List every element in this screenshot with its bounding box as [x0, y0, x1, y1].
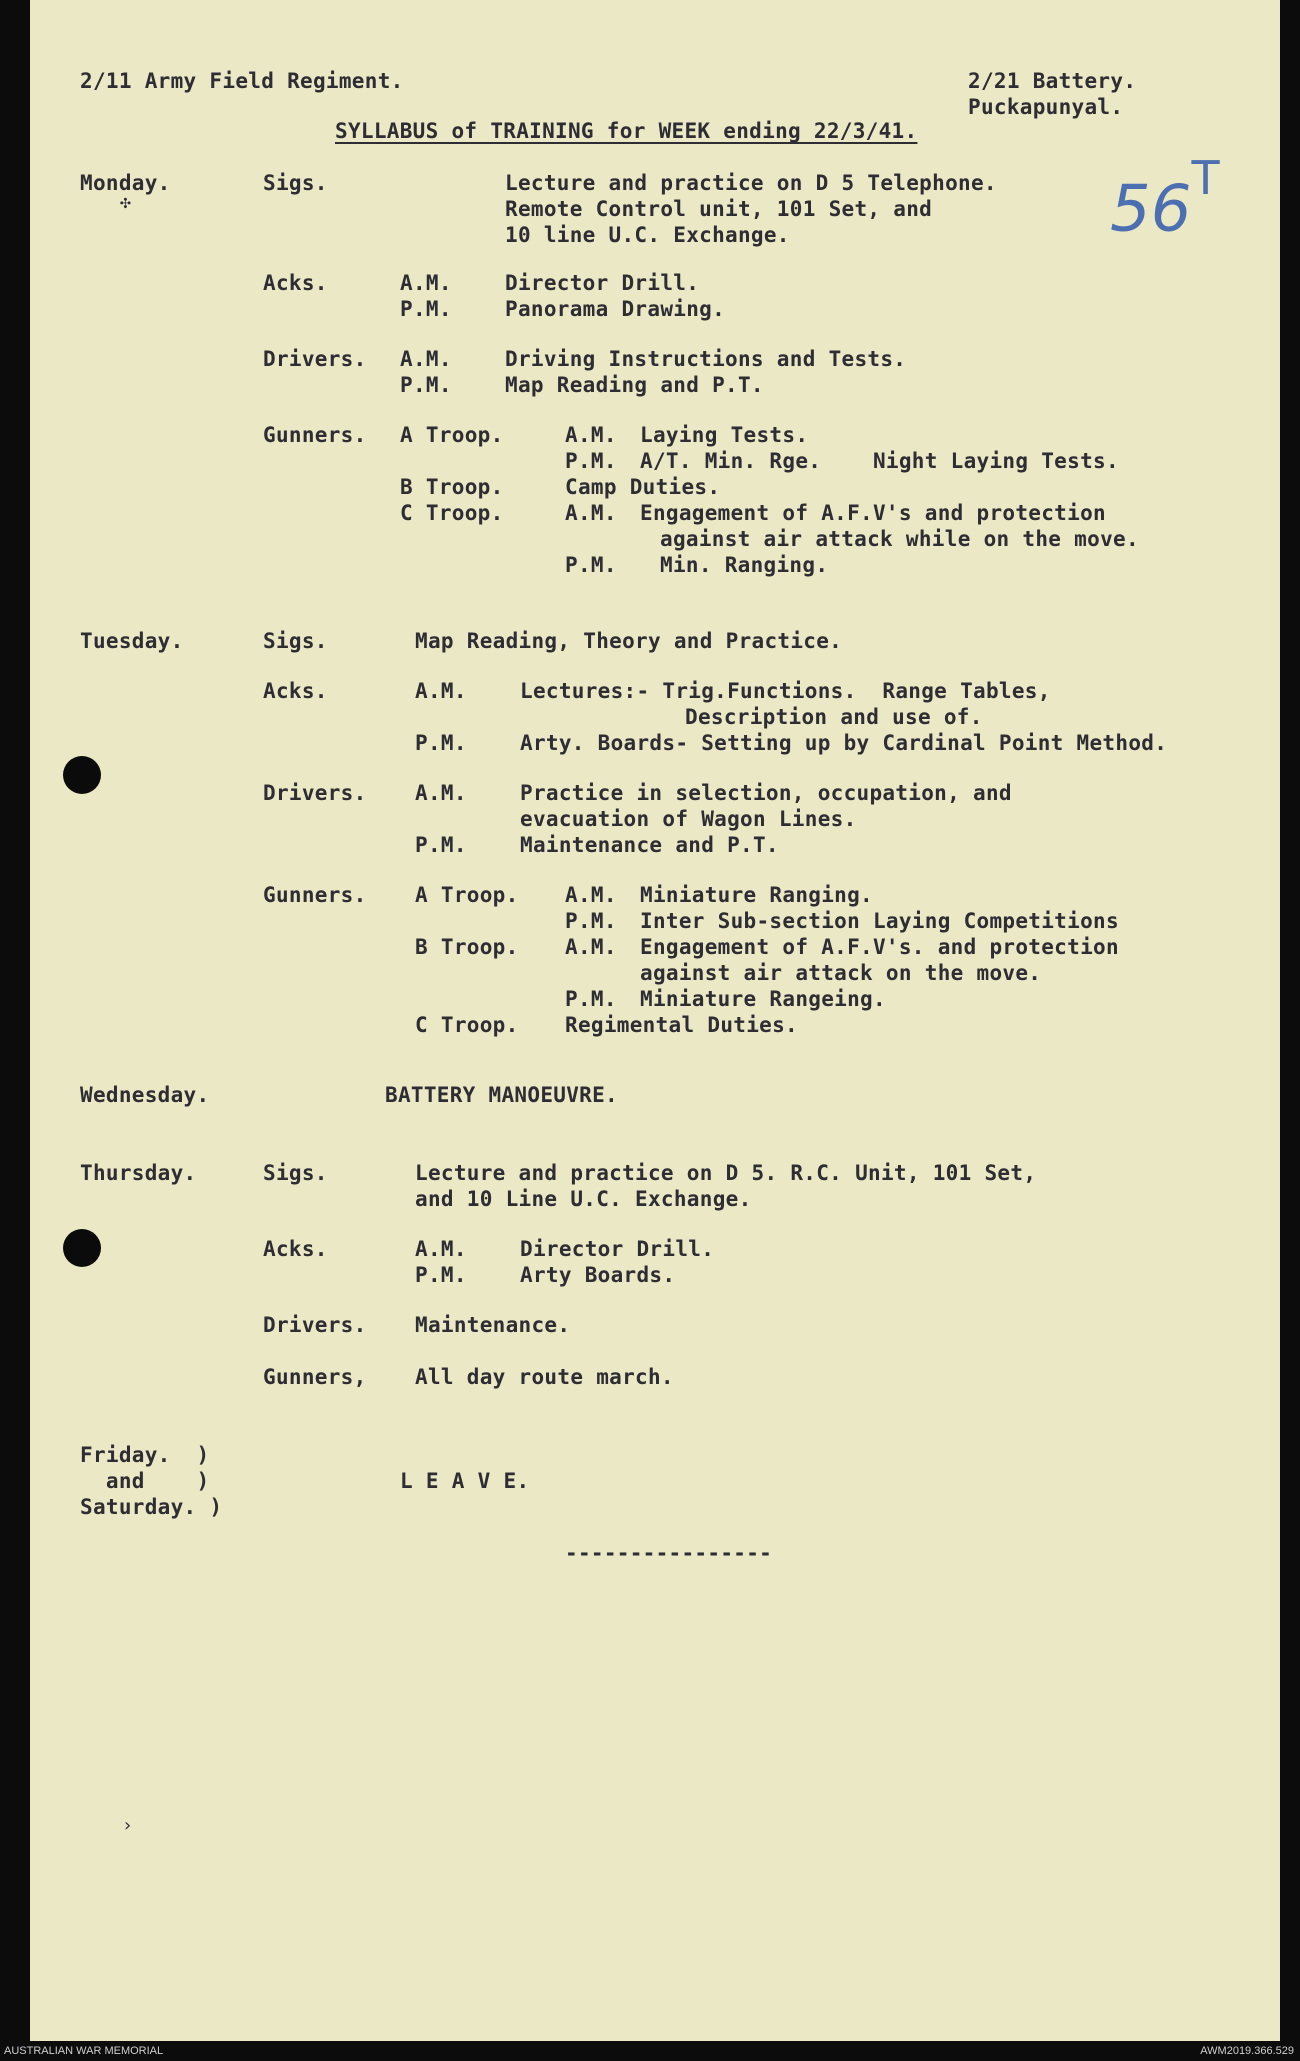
monday-drivers-pm: Map Reading and P.T. — [505, 373, 764, 397]
time-am: A.M. — [415, 1237, 467, 1261]
tuesday-acks-am: Lectures:- Trig.Functions. Range Tables, — [520, 679, 1051, 703]
monday-sigs-label: Sigs. — [263, 171, 328, 195]
time-pm: P.M. — [565, 553, 617, 577]
location: Puckapunyal. — [968, 95, 1124, 119]
punch-hole — [63, 1229, 101, 1267]
day-tuesday: Tuesday. — [80, 629, 184, 653]
monday-sigs-line: Lecture and practice on D 5 Telephone. — [505, 171, 997, 195]
day-monday: Monday. — [80, 171, 171, 195]
archive-reference: AWM2019.366.529 — [1200, 2045, 1294, 2057]
thursday-acks-pm: Arty Boards. — [520, 1263, 676, 1287]
tuesday-drivers-pm: Maintenance and P.T. — [520, 833, 779, 857]
tuesday-drivers-label: Drivers. — [263, 781, 367, 805]
time-pm: P.M. — [565, 987, 617, 1011]
time-am: A.M. — [565, 423, 617, 447]
punch-hole — [63, 756, 101, 794]
time-am: A.M. — [415, 679, 467, 703]
time-pm: P.M. — [415, 1263, 467, 1287]
time-am: A.M. — [565, 501, 617, 525]
document-page — [30, 0, 1280, 2041]
time-pm: P.M. — [565, 909, 617, 933]
monday-a-troop-am: Laying Tests. — [640, 423, 809, 447]
archive-footer — [0, 2041, 1300, 2061]
time-pm: P.M. — [400, 373, 452, 397]
tuesday-sigs: Map Reading, Theory and Practice. — [415, 629, 843, 653]
tuesday-acks-am: Description and use of. — [685, 705, 983, 729]
tuesday-b-troop-am: against air attack on the move. — [640, 961, 1042, 985]
time-am: A.M. — [400, 347, 452, 371]
thursday-drivers-label: Drivers. — [263, 1313, 367, 1337]
unit-name: 2/11 Army Field Regiment. — [80, 69, 404, 93]
troop-label: C Troop. — [400, 501, 504, 525]
tuesday-a-troop-pm: Inter Sub-section Laying Competitions — [640, 909, 1119, 933]
time-am: A.M. — [565, 935, 617, 959]
leave-activity: L E A V E. — [400, 1469, 530, 1493]
troop-label: B Troop. — [400, 475, 504, 499]
day-and: and ) — [80, 1469, 210, 1493]
time-am: A.M. — [400, 271, 452, 295]
monday-acks-am: Director Drill. — [505, 271, 700, 295]
tuesday-drivers-am: evacuation of Wagon Lines. — [520, 807, 857, 831]
thursday-drivers: Maintenance. — [415, 1313, 571, 1337]
monday-drivers-label: Drivers. — [263, 347, 367, 371]
tuesday-c-troop-duty: Regimental Duties. — [565, 1013, 798, 1037]
battery-name: 2/21 Battery. — [968, 69, 1137, 93]
monday-c-troop-am: Engagement of A.F.V's and protection — [640, 501, 1106, 525]
monday-sigs-line: Remote Control unit, 101 Set, and — [505, 197, 933, 221]
troop-label: B Troop. — [415, 935, 519, 959]
tuesday-acks-label: Acks. — [263, 679, 328, 703]
monday-b-troop-duty: Camp Duties. — [565, 475, 721, 499]
day-saturday: Saturday. ) — [80, 1495, 223, 1519]
thursday-gunners-label: Gunners, — [263, 1365, 367, 1389]
time-pm: P.M. — [415, 833, 467, 857]
tuesday-b-troop-pm: Miniature Rangeing. — [640, 987, 886, 1011]
thursday-sigs: and 10 Line U.C. Exchange. — [415, 1187, 752, 1211]
time-pm: P.M. — [415, 731, 467, 755]
tuesday-acks-pm: Arty. Boards- Setting up by Cardinal Point Method. — [520, 731, 1168, 755]
time-am: A.M. — [415, 781, 467, 805]
time-pm: P.M. — [400, 297, 452, 321]
wednesday-activity: BATTERY MANOEUVRE. — [385, 1083, 618, 1107]
monday-a-troop-pm: A/T. Min. Rge. Night Laying Tests. — [640, 449, 1119, 473]
day-wednesday: Wednesday. — [80, 1083, 210, 1107]
thursday-sigs-label: Sigs. — [263, 1161, 328, 1185]
day-friday: Friday. ) — [80, 1443, 210, 1467]
thursday-sigs: Lecture and practice on D 5. R.C. Unit, 101 Set, — [415, 1161, 1037, 1185]
thursday-gunners: All day route march. — [415, 1365, 674, 1389]
monday-acks-label: Acks. — [263, 271, 328, 295]
thursday-acks-am: Director Drill. — [520, 1237, 715, 1261]
handwritten-folio-number: $56^T$ — [1110, 151, 1220, 247]
monday-sigs-line: 10 line U.C. Exchange. — [505, 223, 790, 247]
monday-drivers-am: Driving Instructions and Tests. — [505, 347, 907, 371]
end-rule: ---------------- — [565, 1541, 773, 1565]
monday-c-troop-pm: Min. Ranging. — [660, 553, 829, 577]
troop-label: A Troop. — [415, 883, 519, 907]
monday-c-troop-am: against air attack while on the move. — [660, 527, 1139, 551]
tuesday-sigs-label: Sigs. — [263, 629, 328, 653]
page-title: SYLLABUS of TRAINING for WEEK ending 22/3/41. — [335, 119, 918, 143]
time-am: A.M. — [565, 883, 617, 907]
archive-credit: AUSTRALIAN WAR MEMORIAL — [4, 2045, 164, 2057]
monday-gunners-label: Gunners. — [263, 423, 367, 447]
ink-mark: ✣ — [120, 192, 131, 213]
tuesday-drivers-am: Practice in selection, occupation, and — [520, 781, 1012, 805]
tuesday-a-troop-am: Miniature Ranging. — [640, 883, 873, 907]
day-thursday: Thursday. — [80, 1161, 197, 1185]
tuesday-b-troop-am: Engagement of A.F.V's. and protection — [640, 935, 1119, 959]
monday-acks-pm: Panorama Drawing. — [505, 297, 726, 321]
troop-label: A Troop. — [400, 423, 504, 447]
time-pm: P.M. — [565, 449, 617, 473]
tuesday-gunners-label: Gunners. — [263, 883, 367, 907]
thursday-acks-label: Acks. — [263, 1237, 328, 1261]
troop-label: C Troop. — [415, 1013, 519, 1037]
ink-mark: › — [122, 1815, 133, 1836]
